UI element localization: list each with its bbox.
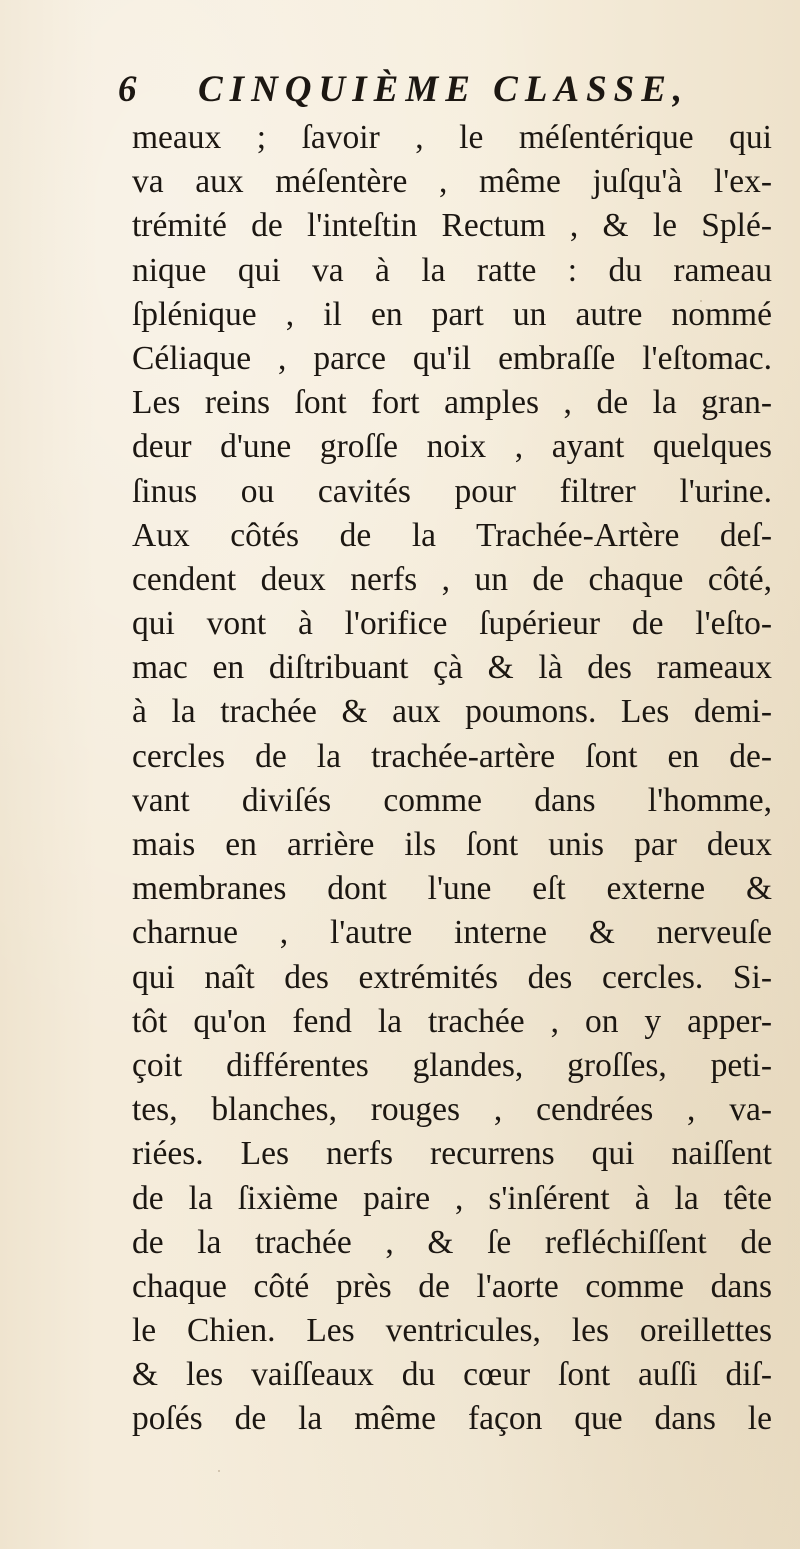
text-line: de la trachée , & ſe refléchiſſent de: [132, 1223, 772, 1261]
text-line: Céliaque , parce qu'il embraſſe l'eſtomac.: [132, 339, 772, 377]
text-line: riées. Les nerfs recurrens qui naiſſent: [132, 1135, 772, 1173]
text-line: tes, blanches, rouges , cendrées , va-: [132, 1091, 772, 1129]
text-line: charnue , l'autre interne & nerveuſe: [132, 914, 772, 952]
text-line: nique qui va à la ratte : du rameau: [132, 251, 772, 289]
text-line: le Chien. Les ventricules, les oreillettes: [132, 1312, 772, 1350]
text-line: membranes dont l'une eſt externe &: [132, 870, 772, 908]
page-number: 6: [118, 69, 137, 110]
text-line: qui naît des extrémités des cercles. Si-: [132, 958, 772, 996]
text-line: çoit différentes glandes, groſſes, peti-: [132, 1046, 772, 1084]
body-text: [132, 116, 772, 1442]
text-line: tôt qu'on fend la trachée , on y apper-: [132, 1002, 772, 1040]
text-line: vant diviſés comme dans l'homme,: [132, 781, 772, 819]
text-line: deur d'une groſſe noix , ayant quelques: [132, 428, 772, 466]
paper-speck: [606, 1418, 609, 1421]
text-line: va aux méſentère , même juſqu'à l'ex-: [132, 163, 772, 201]
text-line: chaque côté près de l'aorte comme dans: [132, 1267, 772, 1305]
text-line: mais en arrière ils ſont unis par deux: [132, 826, 772, 863]
text-line: meaux ; ſavoir , le méſentérique qui: [132, 119, 772, 156]
text-line: cercles de la trachée-artère ſont en de-: [132, 737, 772, 775]
running-title: CINQUIÈME CLASSE,: [198, 69, 690, 110]
paper-speck: [218, 1470, 220, 1472]
text-line: trémité de l'inteſtin Rectum , & le Splé-: [132, 207, 772, 245]
text-line: ſplénique , il en part un autre nommé: [132, 295, 772, 333]
text-line: de la ſixième paire , s'inſérent à la tête: [132, 1179, 772, 1217]
text-line: à la trachée & aux poumons. Les demi-: [132, 693, 772, 731]
text-line: Aux côtés de la Trachée-Artère deſ-: [132, 516, 772, 554]
text-line: mac en diſtribuant çà & là des rameaux: [132, 649, 772, 687]
text-line: cendent deux nerfs , un de chaque côté,: [132, 560, 772, 598]
running-head: [118, 68, 758, 116]
text-line: poſés de la même façon que dans le: [132, 1400, 772, 1438]
text-line: ſinus ou cavités pour filtrer l'urine.: [132, 472, 772, 510]
text-line: qui vont à l'orifice ſupérieur de l'eſto-: [132, 605, 772, 643]
paper-speck: [700, 300, 702, 302]
text-line: Les reins ſont fort amples , de la gran-: [132, 384, 772, 422]
text-line: & les vaiſſeaux du cœur ſont auſſi diſ-: [132, 1356, 772, 1394]
